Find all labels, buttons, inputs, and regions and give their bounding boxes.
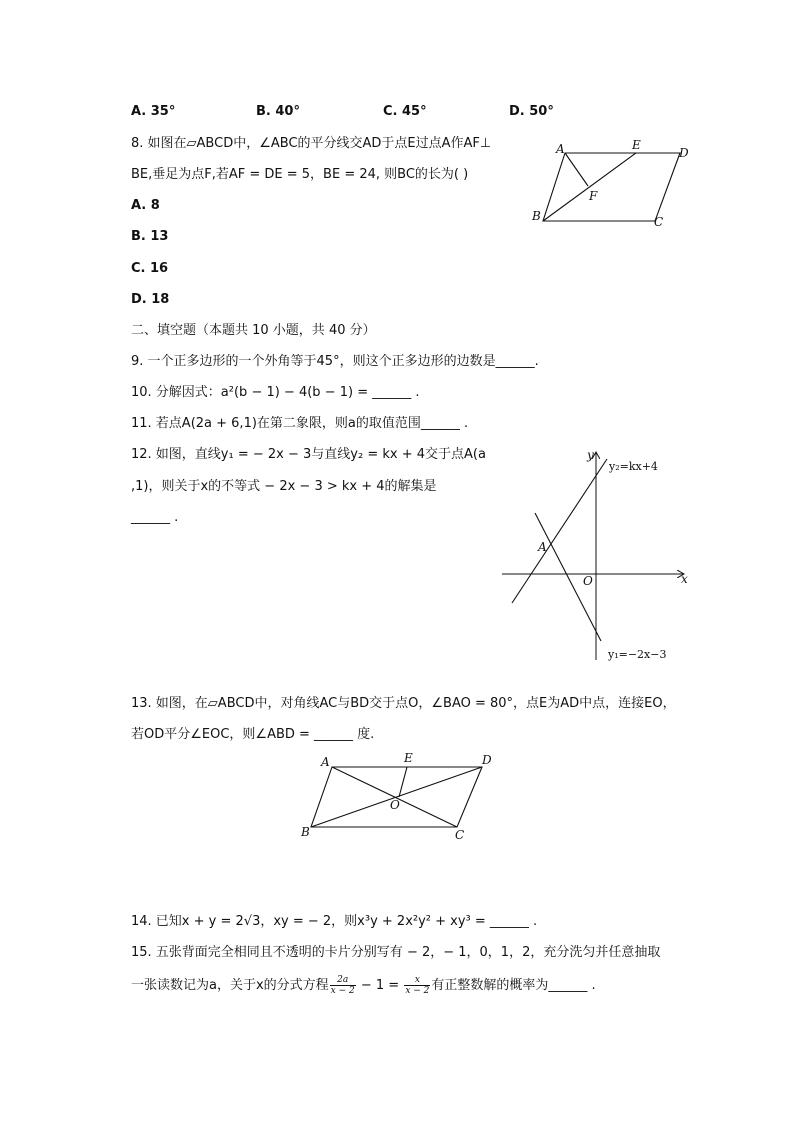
- q8-option-c: C. 16: [131, 261, 169, 276]
- q13-label-a: A: [321, 755, 330, 769]
- q8-line2: BE,垂足为点F,若AF = DE = 5，BE = 24, 则BC的长为( ): [131, 167, 469, 182]
- q15-line2-end: 有正整数解的概率为______ .: [431, 978, 596, 993]
- q10: 10. 分解因式：a²(b − 1) − 4(b − 1) = ______ .: [131, 385, 420, 400]
- q15-fraction-1: [330, 975, 356, 996]
- q12-line1: 12. 如图，直线y₁ = − 2x − 3与直线y₂ = kx + 4交于点A(a: [131, 447, 486, 462]
- q8-option-a: A. 8: [131, 198, 160, 213]
- q15-fraction-2-denominator: x − 2: [405, 986, 430, 996]
- q8-segment-be: [543, 153, 636, 221]
- section2-heading: 二、填空题（本题共 10 小题，共 40 分）: [131, 323, 376, 338]
- q8-label-d: D: [679, 146, 689, 160]
- q15-fraction-1-denominator: x − 2: [330, 986, 355, 996]
- q15-line1: 15. 五张背面完全相同且不透明的卡片分别写有 − 2，− 1，0，1，2，充分洗匀并任意抽取: [131, 945, 661, 960]
- q8-label-f: F: [589, 189, 598, 203]
- q13-label-o: O: [390, 798, 400, 812]
- q7-option-a: A. 35°: [131, 104, 176, 119]
- q12-line2: ,1)，则关于x的不等式 − 2x − 3 > kx + 4的解集是: [131, 479, 437, 494]
- q13-diagonal-ac: [332, 767, 457, 827]
- q8-label-e: E: [632, 138, 641, 152]
- q15-line2: [131, 975, 596, 996]
- q13-label-b: B: [301, 825, 310, 839]
- q12-line3: ______ .: [131, 510, 179, 525]
- q8-label-c: C: [654, 215, 664, 229]
- q15-equation-middle: − 1 =: [356, 978, 404, 993]
- q7-option-b: B. 40°: [256, 104, 300, 119]
- q8-label-a: A: [556, 142, 565, 156]
- q8-line1: 8. 如图在▱ABCD中，∠ABC的平分线交AD于点E过点A作AF⊥: [131, 136, 492, 151]
- q12-label-x: x: [681, 572, 688, 586]
- q13-segment-eo: [399, 767, 407, 797]
- q7-option-d: D. 50°: [509, 104, 554, 119]
- q15-line2-start: 一张读数记为a，关于x的分式方程: [131, 978, 329, 993]
- q8-parallelogram: [543, 153, 680, 221]
- q13-label-c: C: [455, 828, 465, 842]
- q12-label-a: A: [538, 540, 547, 554]
- q9: 9. 一个正多边形的一个外角等于45°，则这个正多边形的边数是______.: [131, 354, 539, 369]
- q15-fraction-2-numerator: x: [404, 975, 430, 986]
- q13-line1: 13. 如图，在▱ABCD中，对角线AC与BD交于点O，∠BAO = 80°，点E为AD中点，连接EO，: [131, 696, 676, 711]
- q14: 14. 已知x + y = 2√3，xy = − 2，则x³y + 2x²y² + xy³ = ______ .: [131, 914, 538, 929]
- q13-figure: [295, 748, 505, 843]
- q13-label-e: E: [404, 751, 413, 765]
- q8-label-b: B: [532, 209, 541, 223]
- q13-line2: 若OD平分∠EOC，则∠ABD = ______ 度.: [131, 727, 375, 742]
- q7-option-c: C. 45°: [383, 104, 427, 119]
- q15-fraction-1-numerator: 2a: [330, 975, 356, 986]
- q13-label-d: D: [482, 753, 492, 767]
- q12-label-y2: y₂=kx+4: [609, 460, 658, 473]
- q15-fraction-2: [404, 975, 430, 996]
- q8-option-d: D. 18: [131, 292, 170, 307]
- q12-label-y: y: [587, 448, 594, 462]
- q12-label-o: O: [583, 574, 593, 588]
- q8-figure: [525, 138, 700, 233]
- q12-label-y1: y₁=−2x−3: [608, 648, 667, 661]
- q13-diagonal-bd: [311, 767, 482, 827]
- q8-option-b: B. 13: [131, 229, 169, 244]
- q11: 11. 若点A(2a + 6,1)在第二象限，则a的取值范围______ .: [131, 416, 469, 431]
- q12-figure: [495, 445, 700, 670]
- q8-segment-af: [565, 153, 588, 186]
